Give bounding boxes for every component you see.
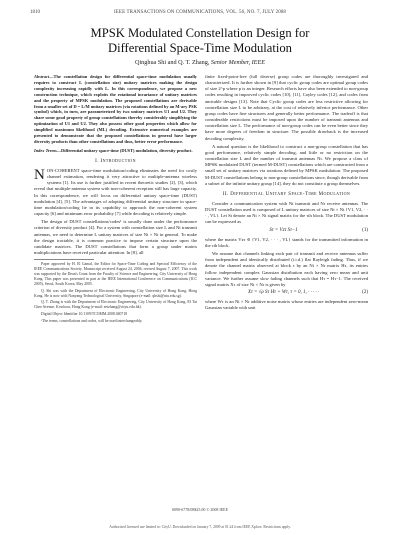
equation-2-number: (2) <box>362 290 368 295</box>
index-terms-label: Index Terms <box>34 147 57 153</box>
equation-1-body: Sτ = Vzτ Sτ−1 <box>269 227 298 233</box>
running-header <box>30 10 370 19</box>
right-paragraph-3: Consider a communication system with Nt transmit and Nr receive antennas. The DUST constellation used is composed of L unitary matrices of size Nt × Nt {V1, V2, · · · , VL}. Let St denote an Nt × Nt signal matrix for the τth block. The DUST modulation can be expressed as <box>205 200 368 225</box>
title-line-1: MPSK Modulated Constellation Design for <box>90 26 310 40</box>
paper-title <box>30 26 370 56</box>
abstract-label: Abstract <box>34 74 50 79</box>
equation-1-number: (1) <box>362 227 368 233</box>
index-terms-text: —Differential unitary space-time (DUST) modulation, diversity product. <box>56 147 193 153</box>
page-number: 1810 <box>30 10 40 15</box>
section-heading-introduction: I. Introduction <box>95 158 136 164</box>
footer-license: Authorized licensed use limited to: CityU. Downloaded on January 7, 2009 at 01:24 from IEEE Xplore. Restrictions apply. <box>109 525 291 529</box>
intro-paragraph-1 <box>34 168 197 217</box>
section-heading-dust: II. Differential Unitary Space-Time Modulation <box>222 191 351 197</box>
journal-header: IEEE TRANSACTIONS ON COMMUNICATIONS, VOL. 56, NO. 7, JULY 2008 <box>114 10 286 15</box>
right-paragraph-6: where Wτ is an Nt × Nr additive noise matrix whose entries are independent zero-mean Gaussian variable with unit <box>205 299 368 311</box>
footnote-terms: ¹The terms, constellations and codes, will be used interchangeably. <box>41 319 143 324</box>
author-role: Senior Member, IEEE <box>210 59 266 66</box>
equation-2-body: Xτ = √ρ Sτ Hτ + Wτ, τ = 0, 1, · · · · · <box>247 290 320 295</box>
equation-2 <box>205 290 368 296</box>
footnote-doi: Digital Object Identifier 10.1109/TCOMM.2008.040718 <box>41 312 128 317</box>
equation-1 <box>205 228 368 234</box>
index-terms <box>34 148 197 154</box>
authors <box>30 59 370 66</box>
right-paragraph-1: finite fixed-point-free (full diverse) group codes are thoroughly investigated and characterized. It is further shown in [9] that cyclic group codes are optimal group codes of size 2^p where p is an integer. Research efforts have also been extended to non-group codes resulting in improved cyclic codes [10], [11], Cayley codes [12], and codes from amicable designs [13]. Note that Cyclic group codes are less restrictive allowing for constellation size L to be arbitrary, at the cost of relatively inferior performance. Other group codes have fine structures and generally better performance. The tradeoff is that considerable restrictions must be imposed upon the number of transmit antennas and constellation size L. The performance of non-group codes can be even better since they have more degrees of freedom in structure. The possible drawback is the increased decoding complexity. <box>205 74 368 141</box>
footnote-author-2: Q. T. Zhang is with the Department of Electronic Engineering, City University of Hong Kong, 83 Tat Chee Avenue, Kowloon, Hong Kong (e-mail: eetzhang@cityu.edu.hk). <box>34 300 197 310</box>
title-line-2: Differential Space-Time Modulation <box>108 41 292 55</box>
right-column <box>205 74 368 313</box>
intro-paragraph-1-text: ON-COHERENT space-time modulation/coding eliminates the need for costly channel estimation, rendering it very attractive to multiple-antenna wireless systems [1]. Its use is further justified in recent theoretic studies [2], [3], which reveal that multiple-antenna system with non-coherent reception still has large capacity. In this correspondence, we will focus on differential unitary space-time (DUST) modulation [4], [5]. The advantages of adopting differential unitary structure in space-time modulation/coding lie in its capability to approach the non-coherent system capacity [6] and minimum error probability [7] while decoding is relatively simple. <box>34 167 197 217</box>
right-paragraph-5: We assume that channels linking each pair of transmit and receive antennas suffer from independent and identically distributed (i.i.d.) flat Rayleigh fading. Thus, if we denote the channel matrix observed at block τ by an Nt × Nr matrix Hτ, its entries follow independent complex Gaussian distribution each having zero mean and unit variance. We further assume slow fading channels such that Hτ = Hτ−1. The received signal matrix Xτ of size Nt × Nr is given by <box>205 251 368 287</box>
abstract-text: —The constellation design for differential space-time modulation usually requires to construct L (constellation size) unitary matrices making the design complexity increasing rapidly with L. In this correspondence, we propose a new construction technique, which exploits the rotational invariance of unitary matrices and the property of MPSK modulation. The proposed constellations are derivable from a smaller set of D = L/M unitary matrices (via rotations defined by an M-ary PSK symbol) which, in turn, are parameterized by two unitary matrices U1 and U2. They share some good property of group constellations thereby considerably simplifying the optimization of U1 and U2. They also possess other good properties which allow for simplified maximum likelihood (ML) decoding. Extensive numerical examples are presented to demonstrate that the proposed constellations in general have larger diversity products than other constellations and thus, better error performance. <box>34 74 197 144</box>
footer-issn: 0090-6778/08$25.00 © 2008 IEEE <box>171 507 229 512</box>
right-paragraph-4: where the matrix Vzτ ∈ {V1, V2, · · · , VL} stands for the transmitted information in the τth block. <box>205 236 368 248</box>
right-paragraph-2: A natural question is the likelihood to construct a non-group constellation that has good performance, relatively simple decoding, and little or no restriction on the constellation size L and the number of transmit antennas Nt. We propose a class of MPSK modulated DUST (termed M-DUST) constellations which are constructed from a small set of unitary matrices via rotations defined by MPSK modulation. The proposed M-DUST constellations belong to non-group constellations since, though derivable from a subset of the infinite unitary group [14], they do not constitute a group themselves. <box>205 143 368 186</box>
intro-paragraph-2: The design of DUST constellations/codes¹ is usually done under the performance criterion of diversity product [4]. For a system with constellation size L and Nt transmit antennas, we need to determine L unitary matrices of size Nt × Nt in general. To make the design tractable, it is common practice to impose certain structure upon the candidate matrices. The DUST constellations that form a group under matrix multiplications have received particular attention. In [8], all <box>34 219 197 255</box>
abstract <box>34 74 197 145</box>
left-column <box>34 74 197 326</box>
drop-cap: N <box>34 166 45 183</box>
footnote-divider <box>34 259 94 260</box>
footnote-manuscript: Paper approved by H. El Gamal, the Editor for Space-Time Coding and Spectral Efficiency of the IEEE Communications Society. Manuscript received August 24, 2004; revised August 7, 2007. This work was supported by the Dean's Grant from the Faculty of Science and Engineering, City University of Hong Kong. This paper was presented in part at the IEEE International Conference on Communications (ICC 2005), Seoul, South Korea, May 2005. <box>34 262 197 286</box>
footnote-author-1: Q. Shi was with the Department of Electronic Engineering, City University of Hong Kong, Hong Kong. He is now with Nanyang Technological University, Singapore (e-mail: qhshi@ntu.edu.sg). <box>34 288 197 298</box>
author-names: Qinghua Shi and Q. T. Zhang, <box>134 59 210 66</box>
